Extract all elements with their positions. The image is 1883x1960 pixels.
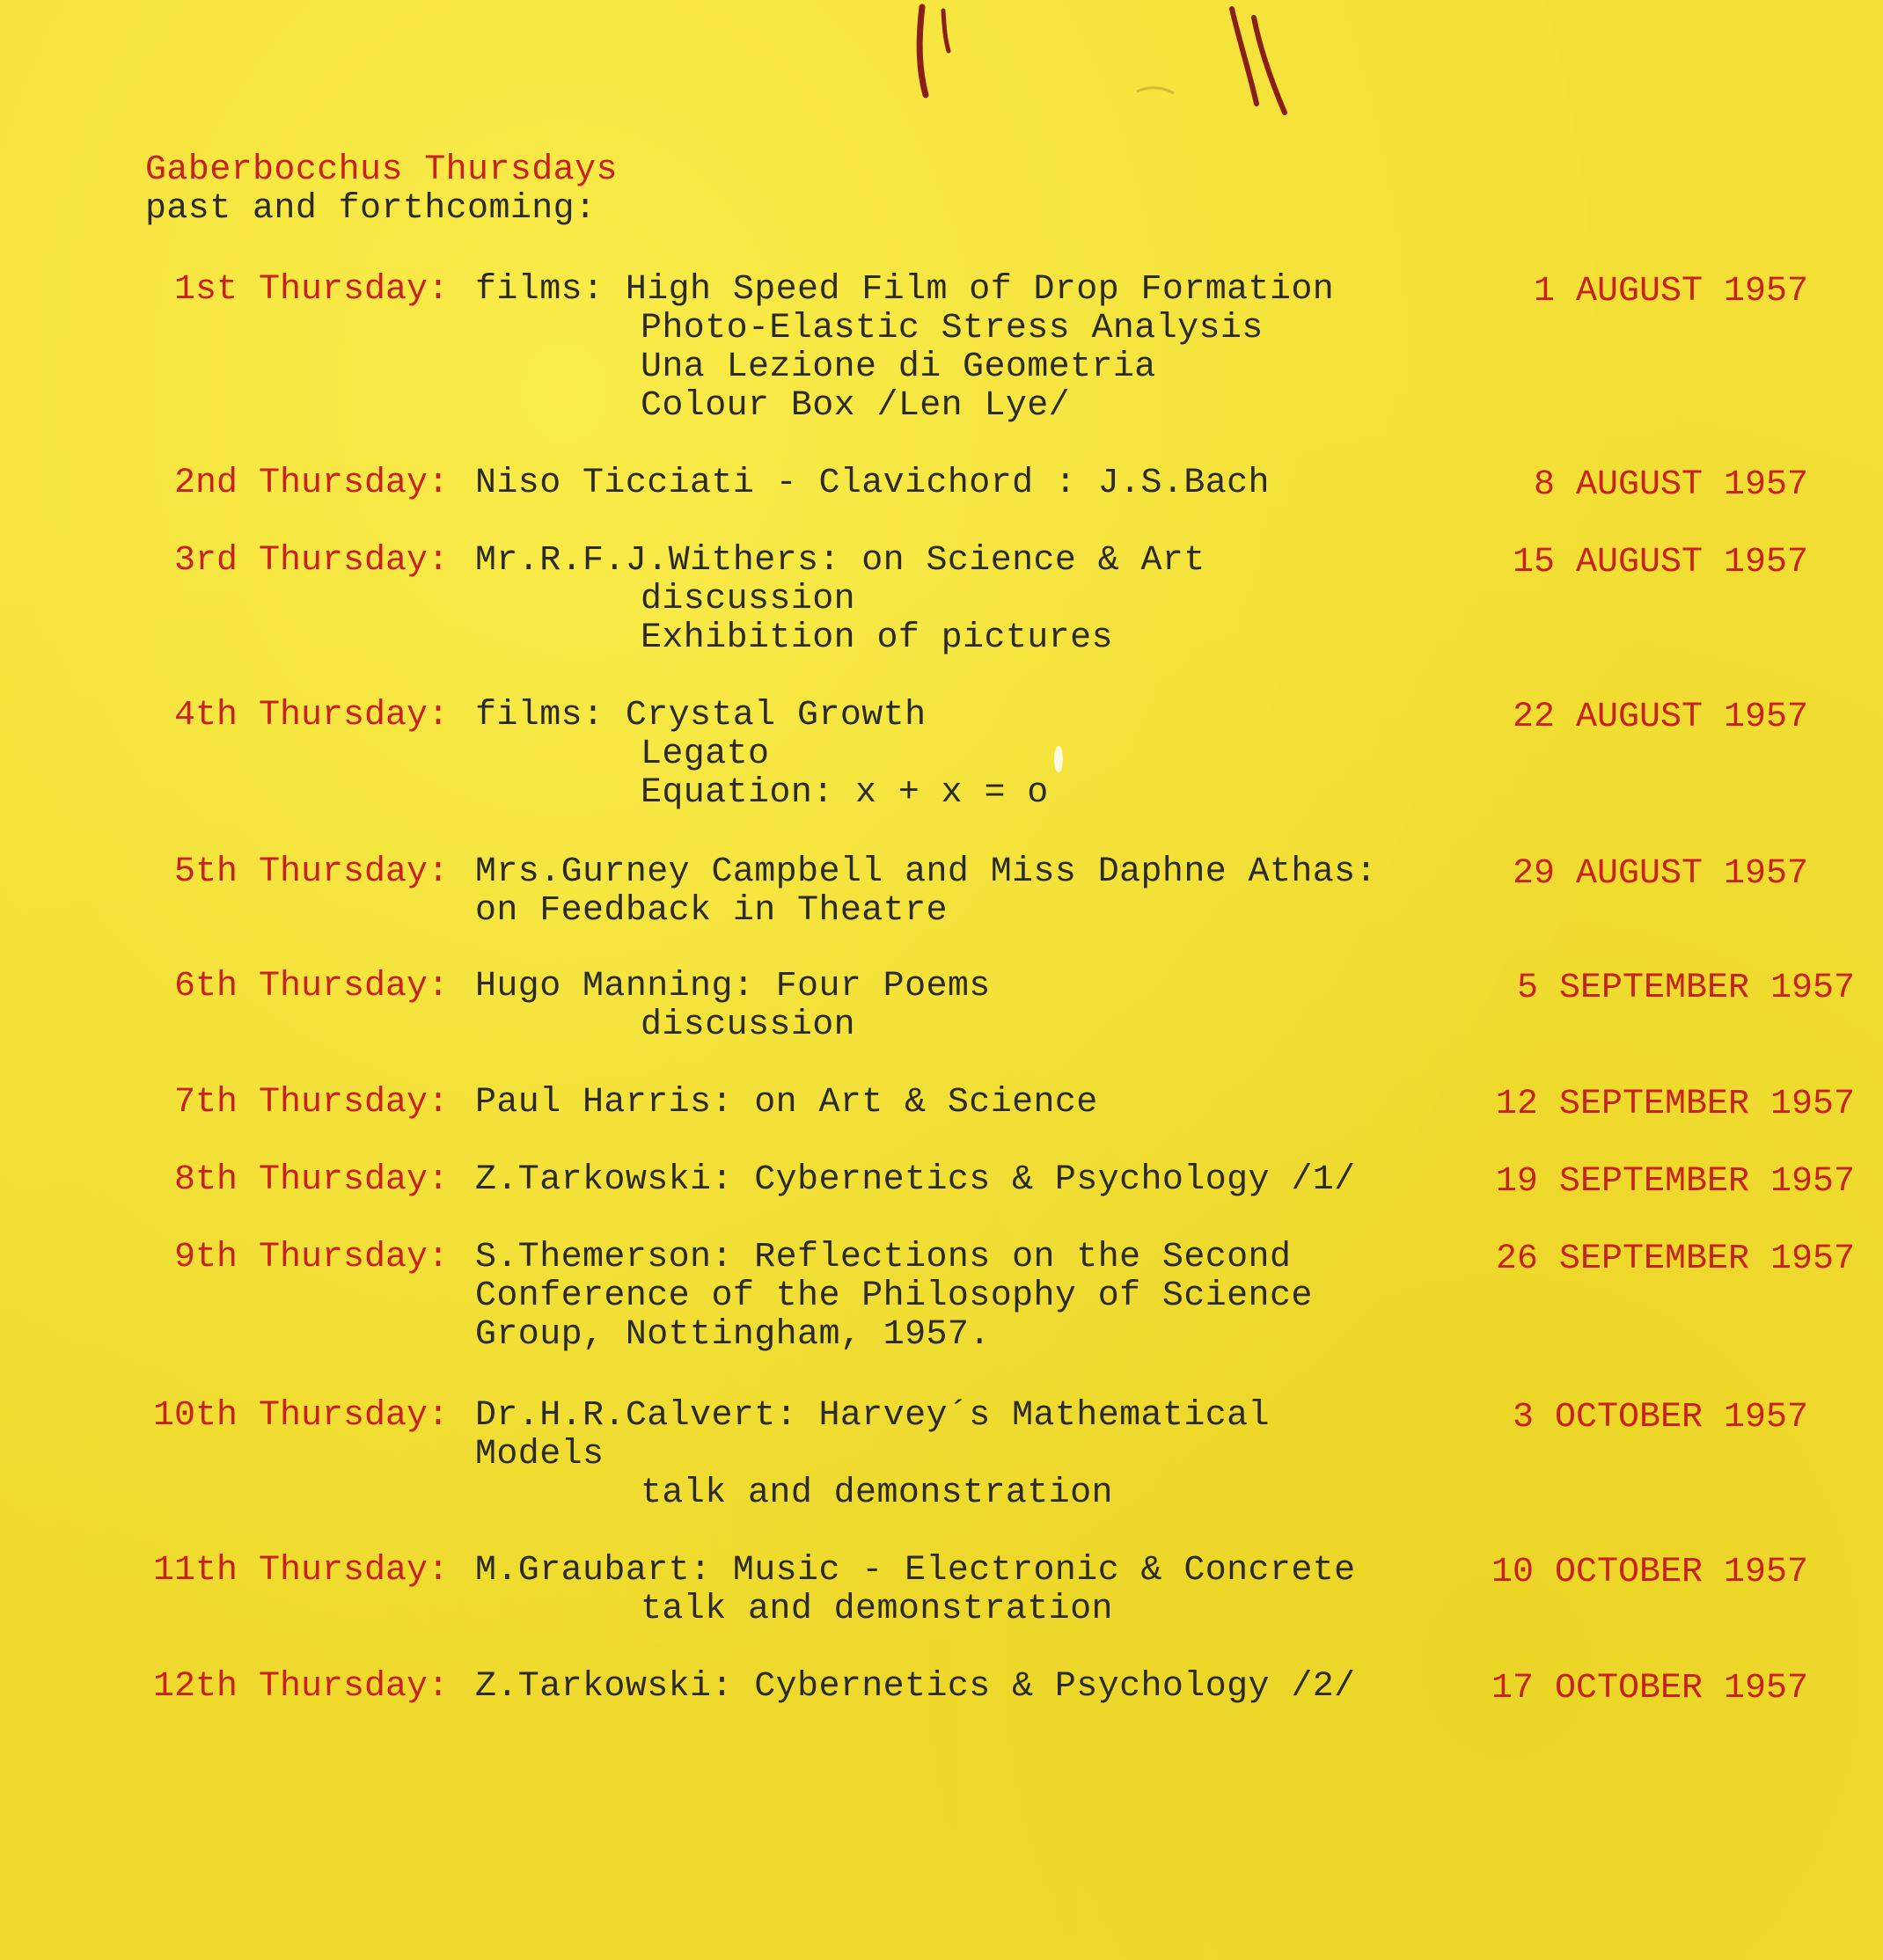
event-label: 1st Thursday: xyxy=(173,270,449,310)
event-line: M.Graubart: Music - Electronic & Concrete xyxy=(475,1551,1356,1591)
event-date: 10 OCTOBER 1957 xyxy=(1491,1553,1808,1592)
event-label: 8th Thursday: xyxy=(173,1160,449,1200)
event-line: discussion xyxy=(641,1006,856,1045)
event-label: 12th Thursday: xyxy=(152,1667,449,1707)
event-description xyxy=(475,1397,1270,1513)
event-label: 5th Thursday: xyxy=(173,852,449,892)
event-line: Niso Ticciati - Clavichord : J.S.Bach xyxy=(475,464,1270,503)
event-line: Equation: x + x = o xyxy=(641,773,1049,813)
event-label: 2nd Thursday: xyxy=(173,464,449,503)
event-description xyxy=(475,542,1205,658)
event-line: Colour Box /Len Lye/ xyxy=(641,386,1071,426)
event-description xyxy=(475,271,1334,426)
event-description xyxy=(475,697,1049,813)
event-description xyxy=(475,1668,1356,1707)
event-description xyxy=(475,464,1270,503)
event-line: films: Crystal Growth xyxy=(475,696,927,735)
event-description xyxy=(475,1161,1356,1200)
document-heading xyxy=(145,151,618,229)
event-date: 5 SEPTEMBER 1957 xyxy=(1516,969,1855,1008)
event-line: discussion xyxy=(641,580,856,619)
event-line: Paul Harris: on Art & Science xyxy=(475,1083,1098,1123)
event-line: Models xyxy=(475,1435,604,1474)
event-label: 11th Thursday: xyxy=(152,1551,449,1591)
event-label: 6th Thursday: xyxy=(173,967,449,1006)
event-line: films: High Speed Film of Drop Formation xyxy=(475,270,1335,310)
event-date: 8 AUGUST 1957 xyxy=(1533,465,1808,505)
event-line: S.Themerson: Reflections on the Second xyxy=(475,1238,1292,1277)
event-date: 17 OCTOBER 1957 xyxy=(1491,1669,1808,1708)
event-date: 12 SEPTEMBER 1957 xyxy=(1495,1085,1855,1124)
event-label: 4th Thursday: xyxy=(173,696,449,735)
event-date: 15 AUGUST 1957 xyxy=(1512,543,1808,582)
event-line: Mrs.Gurney Campbell and Miss Daphne Athas: xyxy=(475,852,1377,892)
event-line: Z.Tarkowski: Cybernetics & Psychology /2/ xyxy=(475,1667,1356,1707)
event-line: Photo-Elastic Stress Analysis xyxy=(641,309,1264,348)
event-line: Una Lezione di Geometria xyxy=(641,347,1156,387)
event-description xyxy=(475,853,1377,931)
handwritten-quote-marks xyxy=(0,0,1883,176)
event-line: on Feedback in Theatre xyxy=(475,891,948,931)
event-line: talk and demonstration xyxy=(641,1474,1113,1513)
event-label: 3rd Thursday: xyxy=(173,541,449,581)
event-date: 19 SEPTEMBER 1957 xyxy=(1495,1162,1855,1202)
event-date: 22 AUGUST 1957 xyxy=(1512,698,1808,737)
event-description xyxy=(475,1084,1098,1123)
event-line: Conference of the Philosophy of Science xyxy=(475,1276,1313,1316)
event-line: Legato xyxy=(641,735,770,774)
event-description xyxy=(475,1552,1356,1629)
heading-title: Gaberbocchus Thursdays xyxy=(145,150,618,190)
event-date: 26 SEPTEMBER 1957 xyxy=(1495,1240,1855,1279)
heading-subtitle: past and forthcoming: xyxy=(145,189,597,229)
event-date: 1 AUGUST 1957 xyxy=(1533,272,1808,311)
event-label: 7th Thursday: xyxy=(173,1083,449,1123)
event-label: 10th Thursday: xyxy=(152,1396,449,1436)
event-date: 29 AUGUST 1957 xyxy=(1512,854,1808,894)
event-description xyxy=(475,1239,1313,1355)
event-line: Z.Tarkowski: Cybernetics & Psychology /1/ xyxy=(475,1160,1356,1200)
paper-speck xyxy=(1054,746,1063,772)
event-line: Mr.R.F.J.Withers: on Science & Art xyxy=(475,541,1205,581)
event-line: talk and demonstration xyxy=(641,1590,1113,1629)
event-date: 3 OCTOBER 1957 xyxy=(1512,1398,1808,1437)
event-description xyxy=(475,968,991,1045)
event-line: Exhibition of pictures xyxy=(641,618,1113,658)
event-line: Group, Nottingham, 1957. xyxy=(475,1315,991,1355)
event-label: 9th Thursday: xyxy=(173,1238,449,1277)
event-line: Dr.H.R.Calvert: Harvey´s Mathematical xyxy=(475,1396,1270,1436)
event-line: Hugo Manning: Four Poems xyxy=(475,967,991,1006)
